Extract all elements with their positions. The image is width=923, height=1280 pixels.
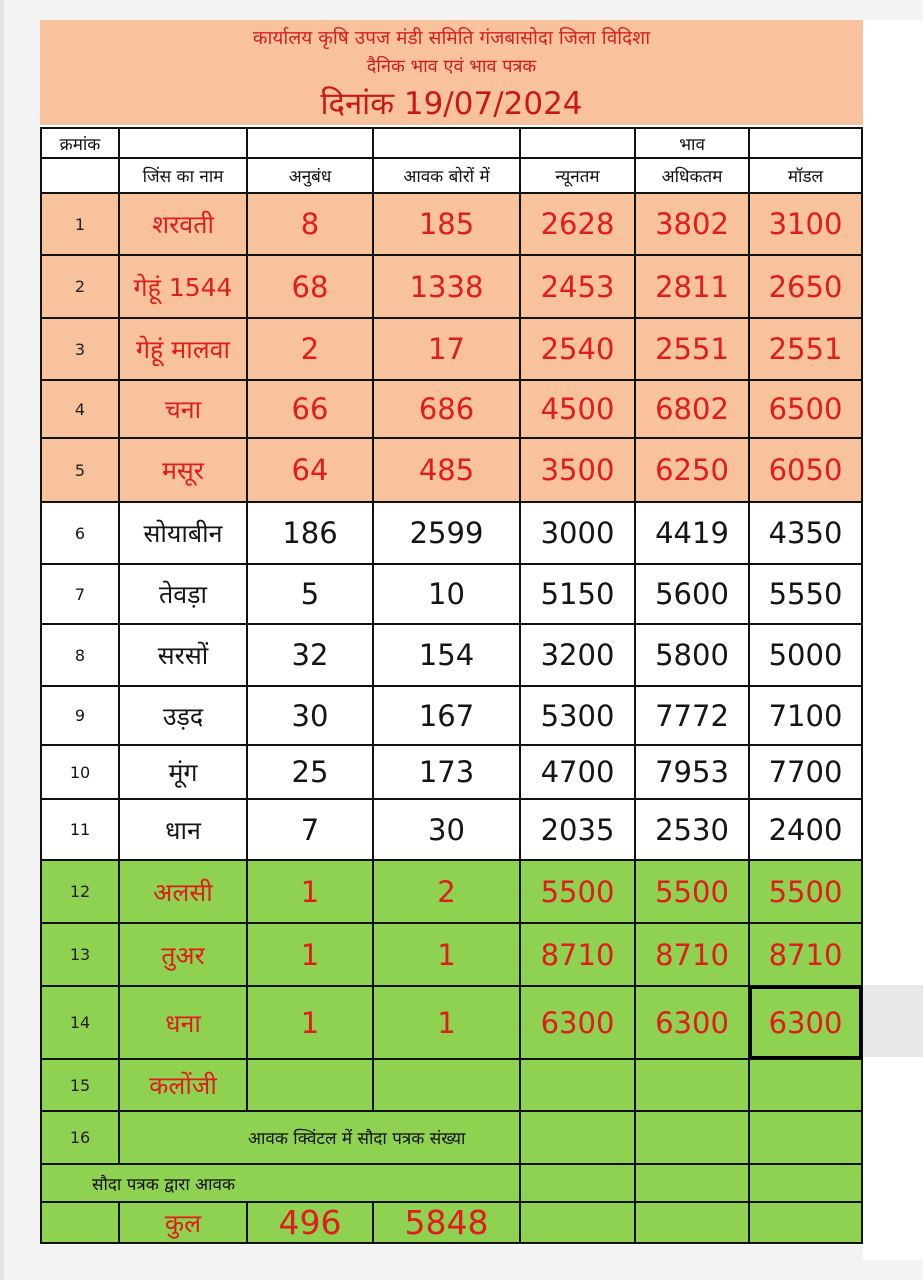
modal-price-cell: 6500	[749, 380, 862, 438]
commodity-cell: धना	[119, 986, 247, 1059]
arrival-cell: 485	[373, 438, 520, 502]
arrival-cell: 1	[373, 986, 520, 1059]
arrival-cell: 686	[373, 380, 520, 438]
modal-price-cell: 2650	[749, 255, 862, 318]
max-price-cell: 6250	[635, 438, 749, 502]
table-row	[41, 1111, 862, 1164]
contract-cell: 2	[247, 318, 373, 380]
arrival-cell: 17	[373, 318, 520, 380]
max-price-cell: 7772	[635, 686, 749, 745]
header-row-2	[41, 158, 862, 193]
arrival-cell: 2	[373, 860, 520, 923]
modal-price-cell: 8710	[749, 923, 862, 986]
modal-price-cell: 3100	[749, 193, 862, 255]
col-price-group-header: भाव	[635, 128, 749, 158]
serial-cell: 15	[41, 1059, 119, 1111]
col-contract-header: अनुबंध	[247, 158, 373, 193]
table-row	[41, 255, 862, 318]
table-row	[41, 438, 862, 502]
report-subtitle: दैनिक भाव एवं भाव पत्रक	[366, 56, 537, 77]
min-price-cell: 4500	[520, 380, 635, 438]
serial-cell: 13	[41, 923, 119, 986]
table-row	[41, 860, 862, 923]
min-price-cell: 6300	[520, 986, 635, 1059]
serial-cell: 11	[41, 799, 119, 860]
col-serial-header: क्रमांक	[41, 128, 119, 158]
max-price-cell: 5600	[635, 564, 749, 624]
serial-cell: 7	[41, 564, 119, 624]
selected-modal-price-cell[interactable]: 6300	[749, 986, 862, 1059]
arrival-cell: 10	[373, 564, 520, 624]
commodity-cell: धान	[119, 799, 247, 860]
serial-cell: 3	[41, 318, 119, 380]
contract-cell: 66	[247, 380, 373, 438]
table-row	[41, 193, 862, 255]
arrival-cell: 154	[373, 624, 520, 686]
arrival-cell: 1338	[373, 255, 520, 318]
min-price-cell: 4700	[520, 745, 635, 799]
commodity-cell: सोयाबीन	[119, 502, 247, 564]
max-price-cell: 5800	[635, 624, 749, 686]
max-price-cell: 8710	[635, 923, 749, 986]
commodity-cell: अलसी	[119, 860, 247, 923]
col-max-header: अधिकतम	[635, 158, 749, 193]
max-price-cell: 4419	[635, 502, 749, 564]
contract-cell: 1	[247, 860, 373, 923]
sauda-patrak-arrival-label: सौदा पत्रक द्वारा आवक	[41, 1164, 520, 1202]
max-price-cell: 6300	[635, 986, 749, 1059]
summary-row	[41, 1164, 862, 1202]
serial-cell: 8	[41, 624, 119, 686]
col-modal-header: मॉडल	[749, 158, 862, 193]
serial-cell: 10	[41, 745, 119, 799]
max-price-cell: 6802	[635, 380, 749, 438]
modal-price-cell: 5550	[749, 564, 862, 624]
max-price-cell: 5500	[635, 860, 749, 923]
arrival-cell: 167	[373, 686, 520, 745]
commodity-cell: तेवड़ा	[119, 564, 247, 624]
max-price-cell: 2811	[635, 255, 749, 318]
serial-cell: 9	[41, 686, 119, 745]
contract-cell: 1	[247, 923, 373, 986]
right-pane	[863, 20, 923, 1260]
contract-cell: 64	[247, 438, 373, 502]
contract-cell: 32	[247, 624, 373, 686]
right-strip	[863, 985, 923, 1057]
office-title: कार्यालय कृषि उपज मंडी समिति गंजबासोदा जिला विदिशा	[252, 27, 651, 49]
min-price-cell: 3000	[520, 502, 635, 564]
serial-cell: 1	[41, 193, 119, 255]
commodity-cell: तुअर	[119, 923, 247, 986]
table-row	[41, 745, 862, 799]
max-price-cell: 3802	[635, 193, 749, 255]
modal-price-cell: 4350	[749, 502, 862, 564]
arrival-cell: 173	[373, 745, 520, 799]
modal-price-cell: 6050	[749, 438, 862, 502]
min-price-cell: 5150	[520, 564, 635, 624]
contract-cell: 68	[247, 255, 373, 318]
contract-cell: 1	[247, 986, 373, 1059]
min-price-cell: 2628	[520, 193, 635, 255]
commodity-cell: शरवती	[119, 193, 247, 255]
sheet-header	[40, 20, 863, 125]
min-price-cell: 3500	[520, 438, 635, 502]
commodity-cell: मूंग	[119, 745, 247, 799]
total-label: कुल	[119, 1202, 247, 1243]
contract-cell: 30	[247, 686, 373, 745]
serial-cell: 14	[41, 986, 119, 1059]
serial-cell: 2	[41, 255, 119, 318]
modal-price-cell: 5500	[749, 860, 862, 923]
max-price-cell: 7953	[635, 745, 749, 799]
table-row	[41, 624, 862, 686]
table-row	[41, 502, 862, 564]
min-price-cell: 3200	[520, 624, 635, 686]
max-price-cell: 2551	[635, 318, 749, 380]
table-row	[41, 564, 862, 624]
arrival-cell: 185	[373, 193, 520, 255]
report-date: दिनांक 19/07/2024	[320, 86, 583, 122]
commodity-cell: चना	[119, 380, 247, 438]
col-arrival-header: आवक बोरों में	[373, 158, 520, 193]
left-edge	[0, 0, 4, 1280]
arrival-cell: 2599	[373, 502, 520, 564]
min-price-cell: 8710	[520, 923, 635, 986]
serial-cell: 12	[41, 860, 119, 923]
contract-cell: 5	[247, 564, 373, 624]
table-row	[41, 380, 862, 438]
commodity-cell: गेहूं मालवा	[119, 318, 247, 380]
max-price-cell: 2530	[635, 799, 749, 860]
table-row	[41, 923, 862, 986]
min-price-cell: 2540	[520, 318, 635, 380]
total-arrival: 5848	[373, 1202, 520, 1243]
quintal-note: आवक क्विंटल में सौदा पत्रक संख्या	[119, 1111, 520, 1164]
serial-cell: 6	[41, 502, 119, 564]
table-row	[41, 686, 862, 745]
serial-cell: 16	[41, 1111, 119, 1164]
table-row	[41, 986, 862, 1059]
min-price-cell: 5500	[520, 860, 635, 923]
modal-price-cell: 5000	[749, 624, 862, 686]
table-row	[41, 1059, 862, 1111]
commodity-cell: मसूर	[119, 438, 247, 502]
arrival-cell: 1	[373, 923, 520, 986]
contract-cell: 8	[247, 193, 373, 255]
serial-cell: 4	[41, 380, 119, 438]
min-price-cell: 5300	[520, 686, 635, 745]
contract-cell: 7	[247, 799, 373, 860]
contract-cell: 25	[247, 745, 373, 799]
header-row-1	[41, 128, 862, 158]
total-row	[41, 1202, 862, 1243]
commodity-cell: उड़द	[119, 686, 247, 745]
total-contract: 496	[247, 1202, 373, 1243]
commodity-cell: कलोंजी	[119, 1059, 247, 1111]
table-row	[41, 799, 862, 860]
modal-price-cell: 7700	[749, 745, 862, 799]
table-row	[41, 318, 862, 380]
arrival-cell: 30	[373, 799, 520, 860]
commodity-cell: गेहूं 1544	[119, 255, 247, 318]
commodity-cell: सरसों	[119, 624, 247, 686]
price-table	[40, 127, 863, 1244]
col-commodity-header: जिंस का नाम	[119, 158, 247, 193]
col-min-header: न्यूनतम	[520, 158, 635, 193]
min-price-cell: 2453	[520, 255, 635, 318]
modal-price-cell: 2551	[749, 318, 862, 380]
modal-price-cell: 2400	[749, 799, 862, 860]
contract-cell: 186	[247, 502, 373, 564]
serial-cell: 5	[41, 438, 119, 502]
modal-price-cell: 7100	[749, 686, 862, 745]
min-price-cell: 2035	[520, 799, 635, 860]
